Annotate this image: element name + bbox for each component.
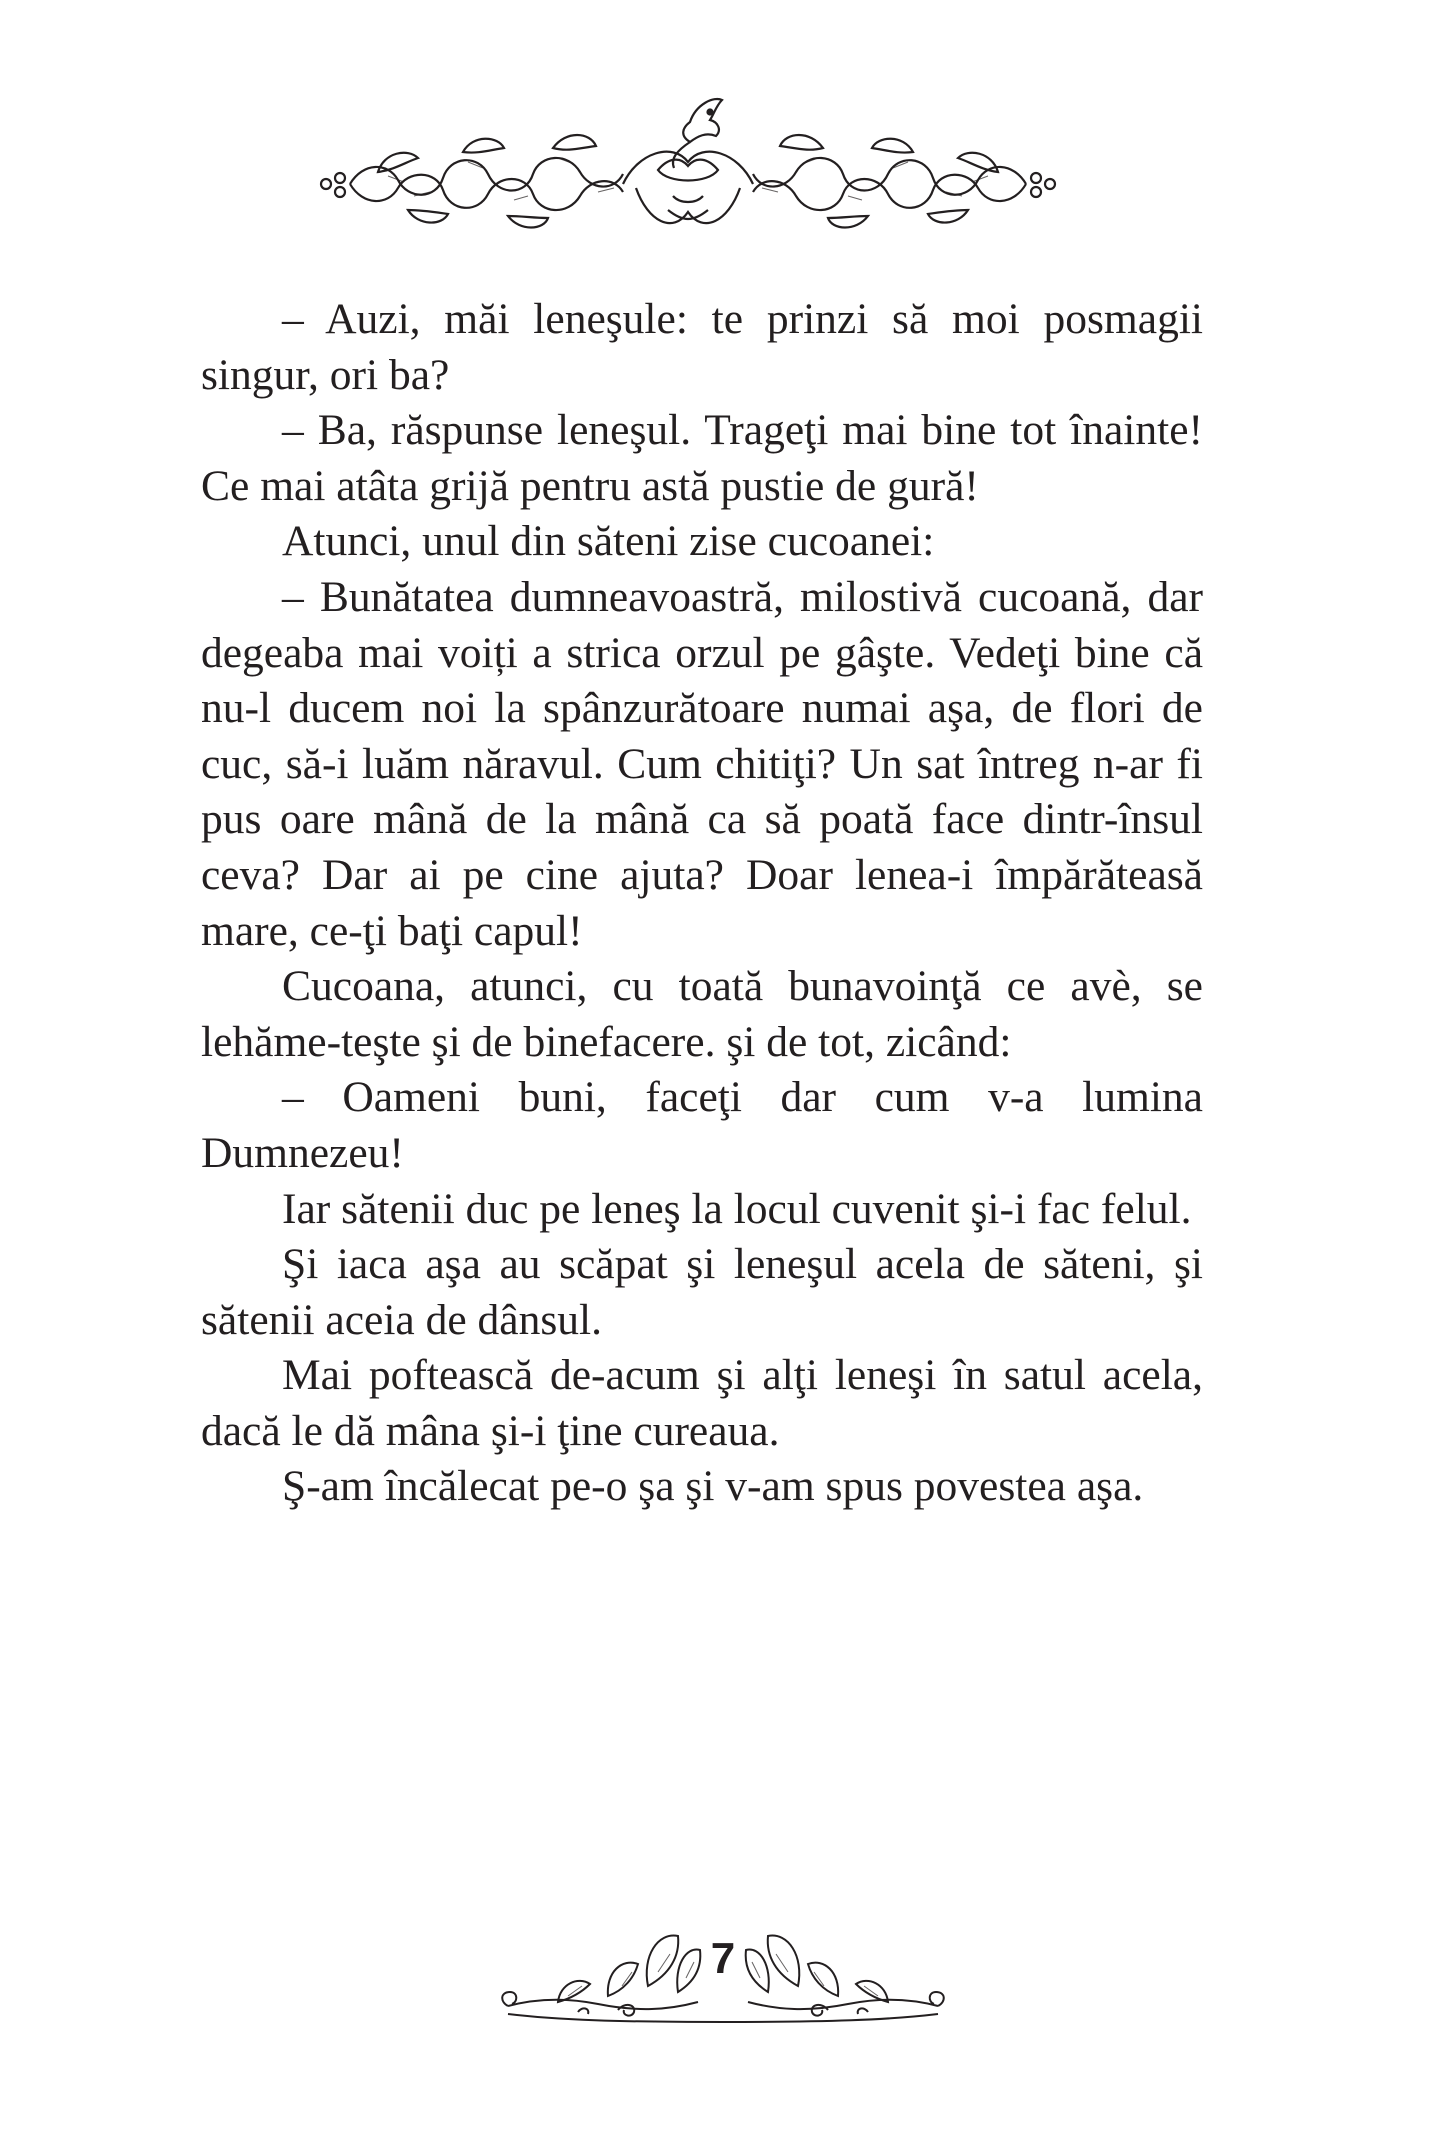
paragraph: Mai poftească de-acum şi alţi leneşi în satul acela, dacă le dă mâna şi-i ţine cureaua. — [201, 1351, 1203, 1455]
paragraph: Şi iaca aşa au scăpat şi leneşul acela de săteni, şi sătenii aceia de dânsul. — [201, 1240, 1203, 1344]
paragraph: Ş-am încălecat pe-o şa şi v-am spus povestea aşa. — [282, 1462, 1144, 1511]
paragraph: Atunci, unul din săteni zise cucoanei: — [282, 517, 935, 566]
paragraph: – Ba, răspunse leneşul. Trageţi mai bine tot înainte! Ce mai atâta grijă pentru astă pustie de gură! — [201, 406, 1203, 510]
paragraph: – Oameni buni, faceţi dar cum v-a lumina Dumnezeu! — [201, 1073, 1203, 1177]
paragraph: – Bunătatea dumneavoastră, milostivă cucoană, dar degeaba mai voiți a strica orzul pe gâşte. Vedeţi bine că nu-l ducem noi la spânzurătoare numai aşa, de flori de cuc, să-i luăm năravul. Cum chitiţi? Un sat întreg n-ar fi pus oare mână de la mână ca să poată face dintr-însul ceva? Dar ai pe cine ajuta? Doar lenea-i împărăteasă mare, ce-ţi baţi capul! — [201, 572, 1203, 955]
floral-header-ornament-icon — [318, 92, 1058, 242]
paragraph: – Auzi, măi leneşule: te prinzi să moi posmagii singur, ori ba? — [201, 295, 1203, 399]
paragraph: Cucoana, atunci, cu toată bunavoinţă ce avè, se lehăme-teşte şi de binefacere. şi de tot, zicând: — [201, 962, 1203, 1066]
page-number: 7 — [710, 1934, 736, 1983]
story-text — [201, 292, 1203, 1515]
paragraph: Iar sătenii duc pe leneş la locul cuvenit şi-i fac felul. — [282, 1184, 1192, 1233]
